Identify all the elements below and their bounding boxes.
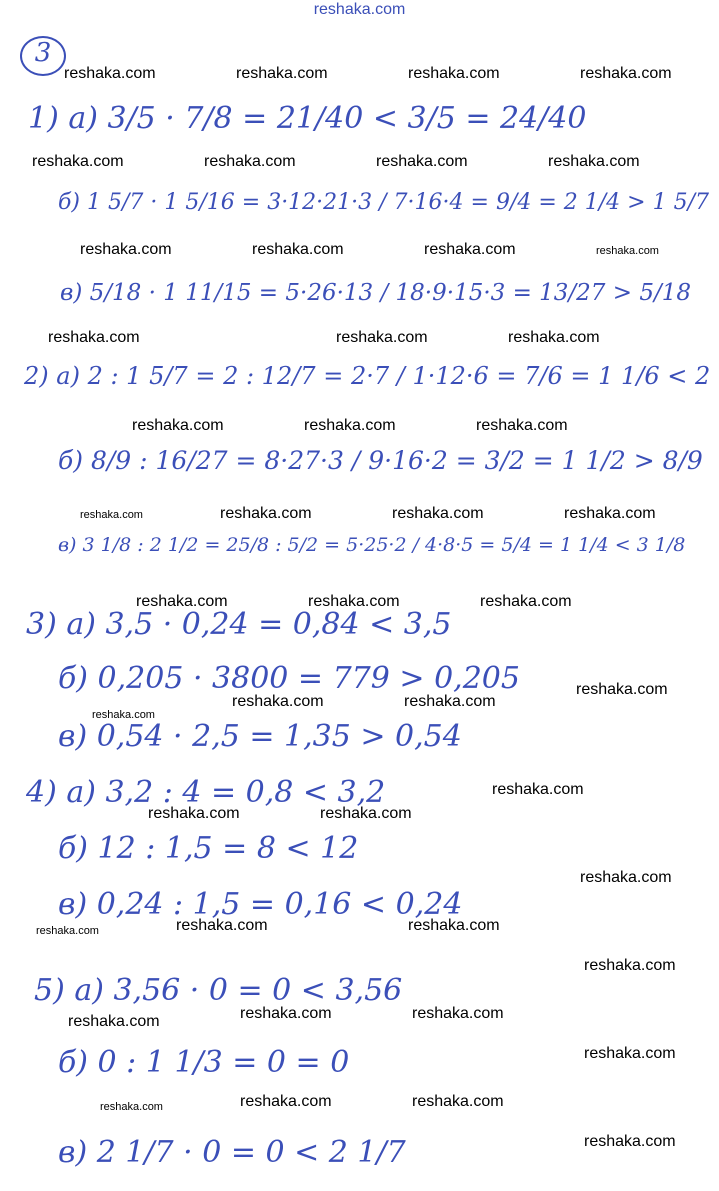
line-4v: в) 0,24 : 1,5 = 0,16 < 0,24 bbox=[58, 887, 463, 922]
watermark: reshaka.com bbox=[492, 781, 584, 798]
watermark: reshaka.com bbox=[392, 505, 484, 522]
watermark: reshaka.com bbox=[508, 329, 600, 346]
line-5a: 5) а) 3,56 · 0 = 0 < 3,56 bbox=[34, 973, 403, 1008]
watermark: reshaka.com bbox=[480, 593, 572, 610]
watermark: reshaka.com bbox=[336, 329, 428, 346]
watermark: reshaka.com bbox=[176, 917, 268, 934]
watermark: reshaka.com bbox=[412, 1005, 504, 1022]
watermark: reshaka.com bbox=[580, 65, 672, 82]
watermark: reshaka.com bbox=[548, 153, 640, 170]
watermark: reshaka.com bbox=[584, 957, 676, 974]
watermark: reshaka.com bbox=[584, 1133, 676, 1150]
watermark: reshaka.com bbox=[100, 1101, 163, 1113]
watermark: reshaka.com bbox=[412, 1093, 504, 1110]
watermark: reshaka.com bbox=[232, 693, 324, 710]
line-3b: б) 0,205 · 3800 = 779 > 0,205 bbox=[58, 661, 520, 696]
watermark: reshaka.com bbox=[68, 1013, 160, 1030]
watermark: reshaka.com bbox=[424, 241, 516, 258]
watermark: reshaka.com bbox=[308, 593, 400, 610]
watermark: reshaka.com bbox=[64, 65, 156, 82]
line-4b: б) 12 : 1,5 = 8 < 12 bbox=[58, 831, 359, 866]
watermark: reshaka.com bbox=[36, 925, 99, 937]
watermark: reshaka.com bbox=[220, 505, 312, 522]
watermark: reshaka.com bbox=[320, 805, 412, 822]
watermark: reshaka.com bbox=[92, 709, 155, 721]
line-3a: 3) а) 3,5 · 0,24 = 0,84 < 3,5 bbox=[26, 607, 452, 642]
watermark: reshaka.com bbox=[408, 917, 500, 934]
watermark: reshaka.com bbox=[304, 417, 396, 434]
task-number-badge bbox=[20, 36, 66, 76]
line-2b: б) 8/9 : 16/27 = 8·27·3 / 9·16·2 = 3/2 = 1 1/2 > 8/9 bbox=[58, 446, 703, 475]
watermark: reshaka.com bbox=[240, 1005, 332, 1022]
watermark: reshaka.com bbox=[80, 241, 172, 258]
watermark: reshaka.com bbox=[564, 505, 656, 522]
watermark: reshaka.com bbox=[48, 329, 140, 346]
line-2v: в) 3 1/8 : 2 1/2 = 25/8 : 5/2 = 5·25·2 / 4·8·5 = 5/4 = 1 1/4 < 3 1/8 bbox=[58, 534, 686, 556]
watermark: reshaka.com bbox=[252, 241, 344, 258]
watermark: reshaka.com bbox=[404, 693, 496, 710]
watermark: reshaka.com bbox=[476, 417, 568, 434]
watermark: reshaka.com bbox=[408, 65, 500, 82]
line-1a: 1) а) 3/5 · 7/8 = 21/40 < 3/5 = 24/40 bbox=[28, 101, 587, 136]
task-number: 3 bbox=[34, 38, 52, 68]
watermark: reshaka.com bbox=[584, 1045, 676, 1062]
watermark: reshaka.com bbox=[80, 509, 143, 521]
watermark: reshaka.com bbox=[376, 153, 468, 170]
watermark: reshaka.com bbox=[132, 417, 224, 434]
line-5v: в) 2 1/7 · 0 = 0 < 2 1/7 bbox=[58, 1135, 406, 1170]
watermark: reshaka.com bbox=[596, 245, 659, 257]
watermark: reshaka.com bbox=[580, 869, 672, 886]
line-2a: 2) а) 2 : 1 5/7 = 2 : 12/7 = 2·7 / 1·12·6 = 7/6 = 1 1/6 < 2 bbox=[24, 362, 711, 390]
watermark: reshaka.com bbox=[240, 1093, 332, 1110]
line-1v: в) 5/18 · 1 11/15 = 5·26·13 / 18·9·15·3 = 13/27 > 5/18 bbox=[60, 280, 691, 306]
line-4a: 4) а) 3,2 : 4 = 0,8 < 3,2 bbox=[26, 775, 386, 810]
line-5b: б) 0 : 1 1/3 = 0 = 0 bbox=[58, 1045, 350, 1080]
site-header-link[interactable]: reshaka.com bbox=[313, 1, 406, 18]
watermark: reshaka.com bbox=[236, 65, 328, 82]
line-3v: в) 0,54 · 2,5 = 1,35 > 0,54 bbox=[58, 719, 462, 754]
watermark: reshaka.com bbox=[148, 805, 240, 822]
line-1b: б) 1 5/7 · 1 5/16 = 3·12·21·3 / 7·16·4 = 9/4 = 2 1/4 > 1 5/7 bbox=[58, 190, 709, 215]
watermark: reshaka.com bbox=[576, 681, 668, 698]
watermark: reshaka.com bbox=[136, 593, 228, 610]
watermark: reshaka.com bbox=[204, 153, 296, 170]
watermark: reshaka.com bbox=[32, 153, 124, 170]
